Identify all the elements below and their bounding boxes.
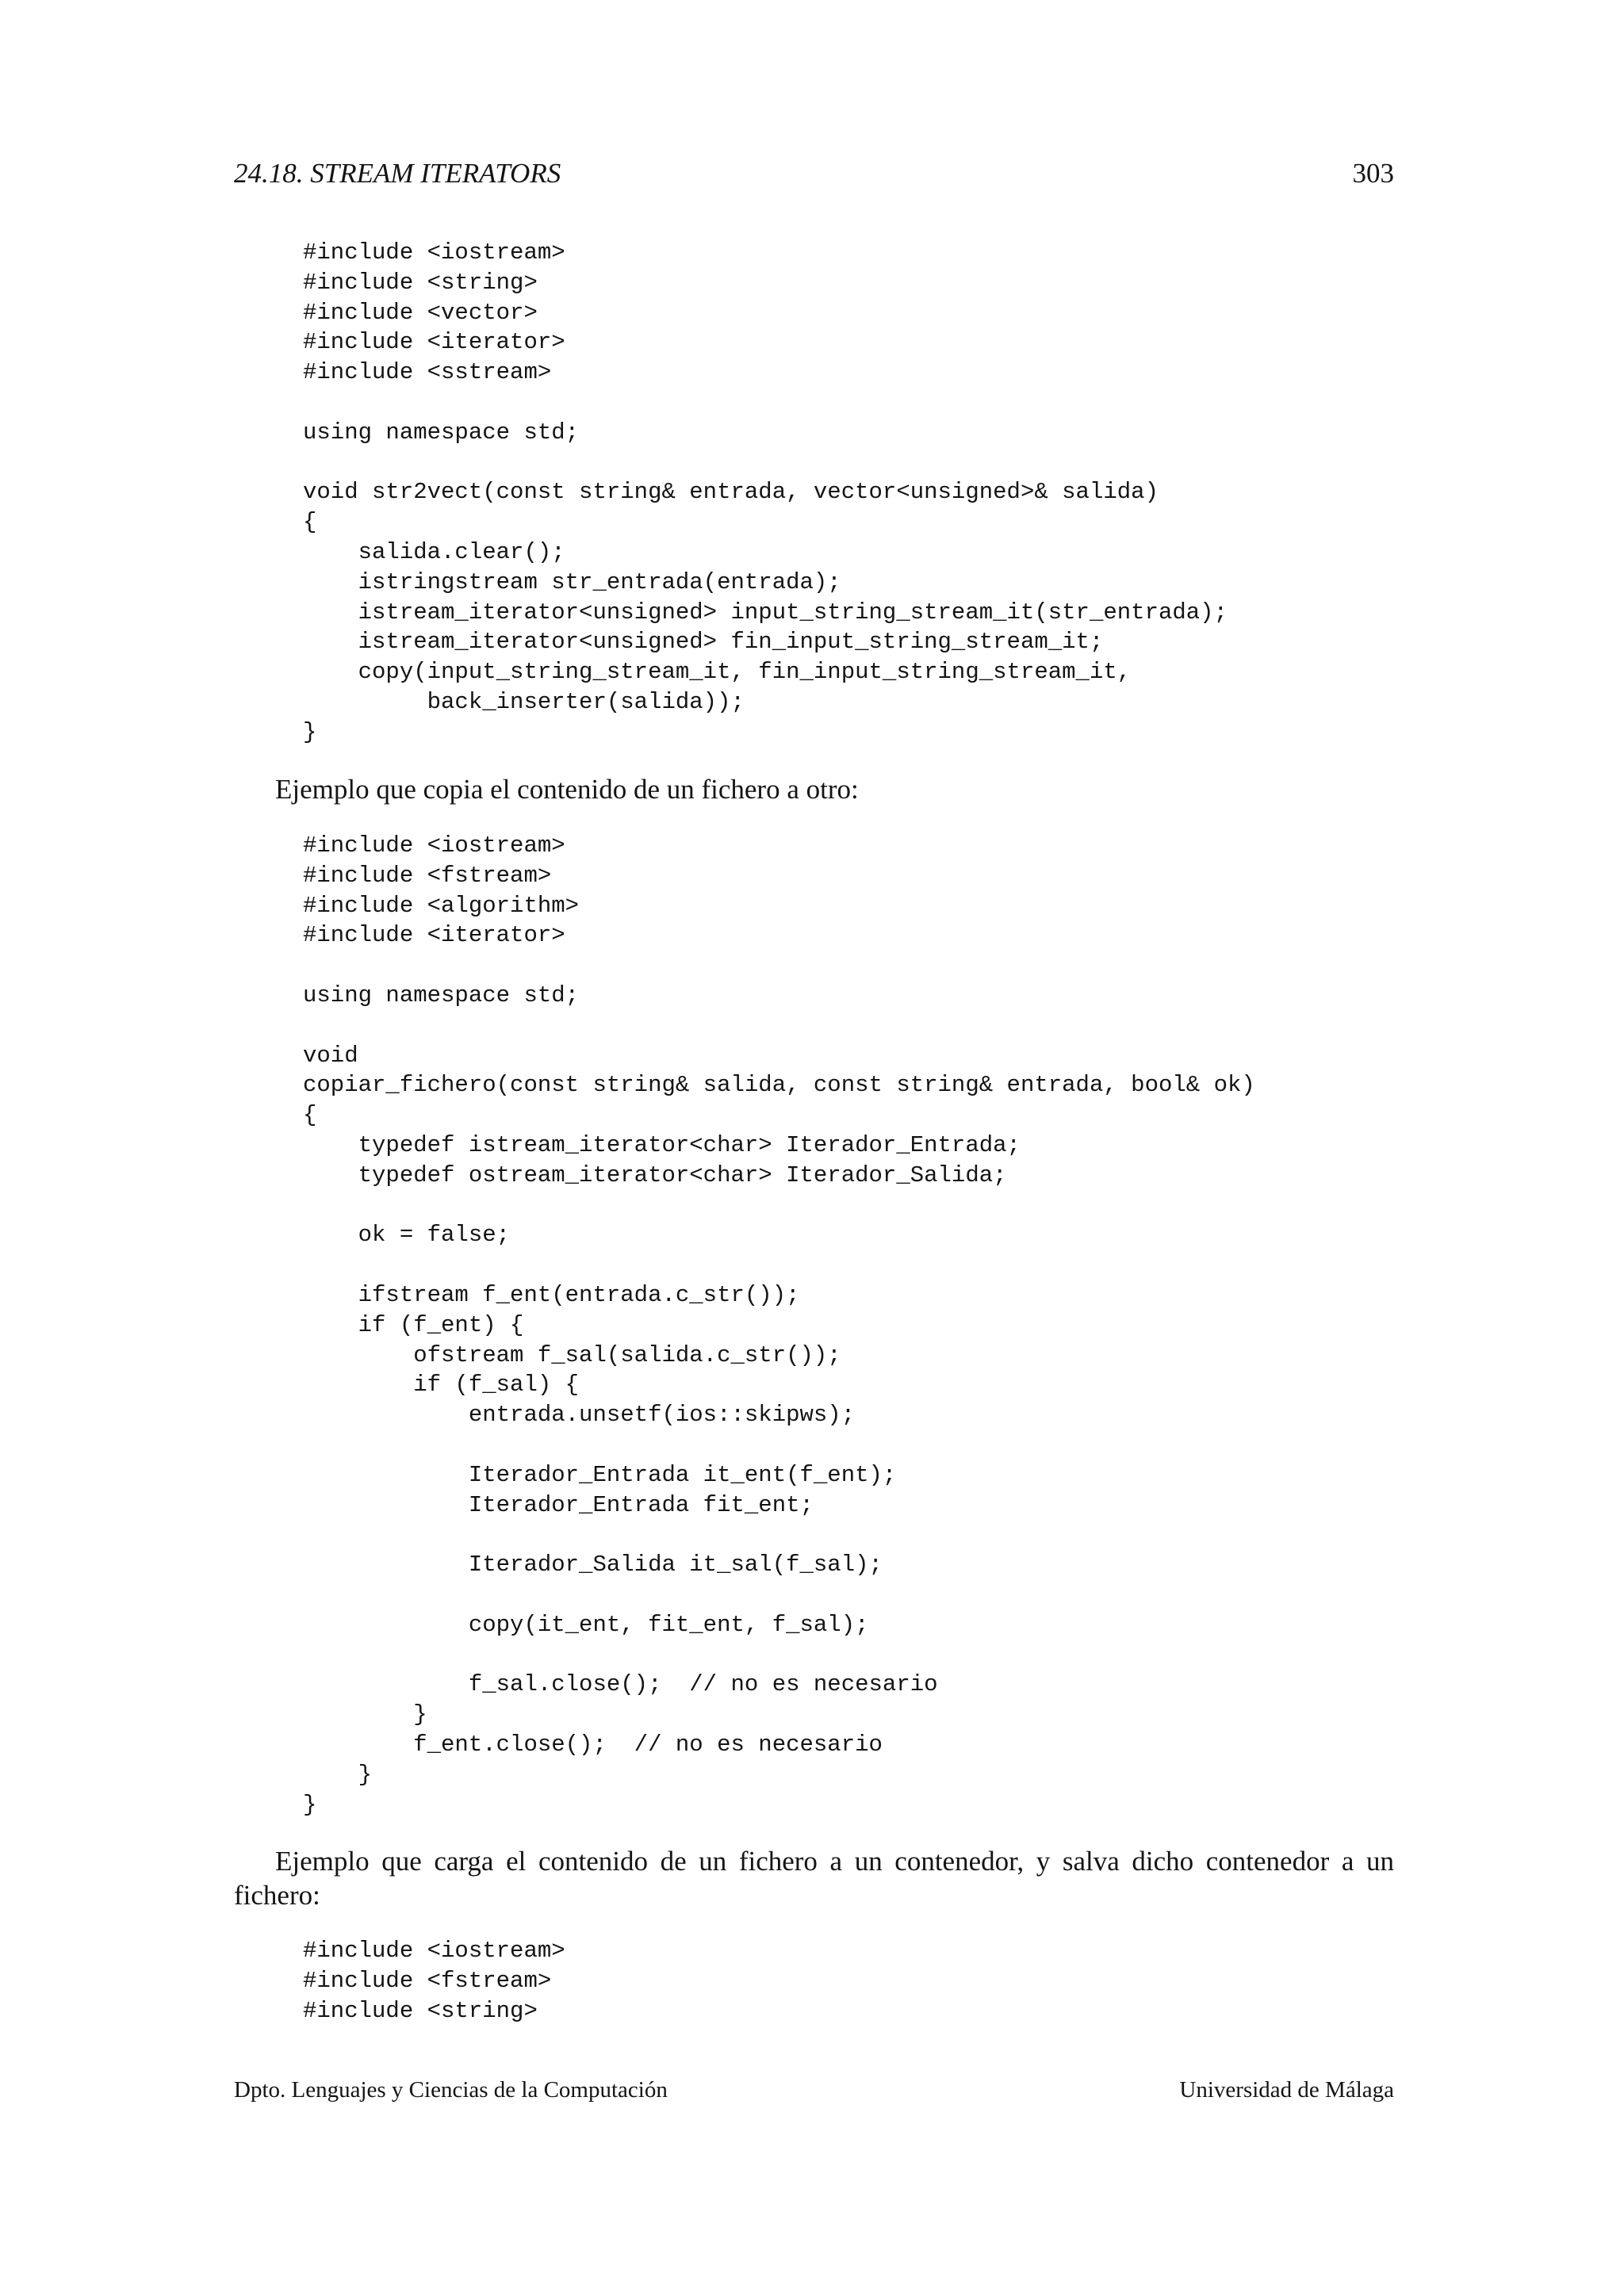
running-header <box>234 155 1394 193</box>
code-block-str2vect: #include <iostream> #include <string> #include <vector> #include <iterator> #include <sstream> using namespace std; void str2vect(const string& entrada, vector<unsigned>& salida) { salida.clear(); istringstream str_entrada(entrada); istream_iterator<unsigned> input_string_stream_it(str_entrada); istream_iterator<unsigned> fin_input_string_stream_it; copy(input_string_stream_it, fin_input_string_stream_it, back_inserter(salida)); } <box>303 239 1228 745</box>
code-block-includes: #include <iostream> #include <fstream> #include <string> <box>303 1938 565 2024</box>
paragraph-container-intro: Ejemplo que carga el contenido de un fichero a un contenedor, y salva dicho contenedor a un fichero: <box>234 1846 1394 1911</box>
page-number: 303 <box>1352 158 1394 189</box>
page-footer <box>234 2074 1394 2106</box>
code-block-copiar-fichero: #include <iostream> #include <fstream> #include <algorithm> #include <iterator> using namespace std; void copiar_fichero(const string& salida, const string& entrada, bool& ok) { typedef istream_iterator<char> Iterador_Entrada; typedef ostream_iterator<char> Iterador_Salida; ok = false; ifstream f_ent(entrada.c_str()); if (f_ent) { ofstream f_sal(salida.c_str()); if (f_sal) { entrada.unsetf(ios::skipws); Iterador_Entrada it_ent(f_ent); Iterador_Entrada fit_ent; Iterador_Salida it_sal(f_sal); copy(it_ent, fit_ent, f_sal); f_sal.close(); // no es necesario } f_ent.close(); // no es necesario } } <box>303 832 1255 1818</box>
footer-university: Universidad de Málaga <box>1179 2077 1394 2103</box>
paragraph-copy-file-intro: Ejemplo que copia el contenido de un fichero a otro: <box>275 774 859 805</box>
section-title: 24.18. STREAM ITERATORS <box>234 158 561 189</box>
footer-department: Dpto. Lenguajes y Ciencias de la Computación <box>234 2077 668 2103</box>
